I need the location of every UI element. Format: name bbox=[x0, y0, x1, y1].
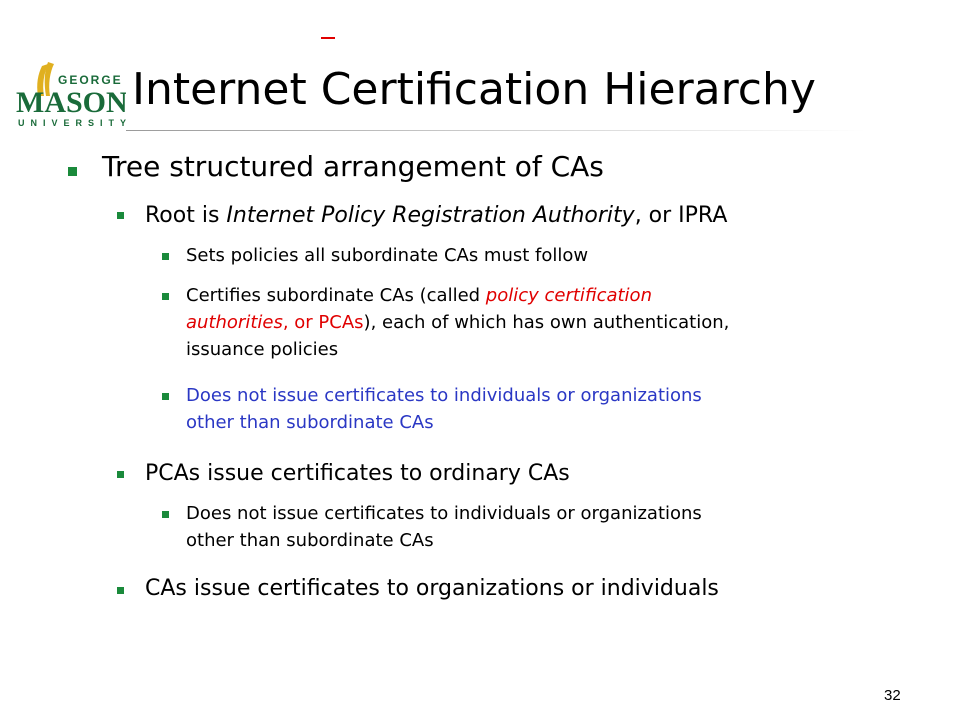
bullet-l3-not-issue-1-cont: other than subordinate CAs bbox=[186, 412, 434, 433]
slide-title: Internet Certification Hierarchy bbox=[132, 64, 816, 115]
bullet-icon bbox=[162, 511, 169, 518]
bullet-icon bbox=[162, 253, 169, 260]
bullet-icon bbox=[117, 587, 124, 594]
logo-line3: UNIVERSITY bbox=[18, 118, 126, 128]
bullet-l3-not-issue-2: Does not issue certificates to individuals or organizations bbox=[186, 503, 702, 524]
logo-line2: MASON bbox=[16, 86, 126, 119]
bullet-icon bbox=[162, 293, 169, 300]
bullet-icon bbox=[117, 471, 124, 478]
page-number: 32 bbox=[884, 687, 901, 704]
bullet-l1-tree: Tree structured arrangement of CAs bbox=[102, 150, 604, 183]
bullet-l3-not-issue-2-cont: other than subordinate CAs bbox=[186, 530, 434, 551]
bullet-l2-cas: CAs issue certificates to organizations or individuals bbox=[145, 576, 719, 601]
logo-line1: GEORGE bbox=[58, 73, 123, 87]
bullet-l2-root: Root is Internet Policy Registration Authority, or IPRA bbox=[145, 203, 728, 228]
bullet-icon bbox=[117, 212, 124, 219]
bullet-l3-sets: Sets policies all subordinate CAs must follow bbox=[186, 245, 589, 266]
bullet-l3-certifies-cont2: issuance policies bbox=[186, 339, 339, 360]
bullet-l2-pcas: PCAs issue certificates to ordinary CAs bbox=[145, 461, 570, 486]
bullet-icon bbox=[68, 167, 77, 176]
bullet-l3-not-issue-1: Does not issue certificates to individuals or organizations bbox=[186, 385, 702, 406]
bullet-icon bbox=[162, 393, 169, 400]
bullet-l3-certifies: Certifies subordinate CAs (called policy certification bbox=[186, 285, 652, 306]
bullet-l3-certifies-cont: authorities, or PCAs), each of which has own authentication, bbox=[186, 312, 730, 333]
